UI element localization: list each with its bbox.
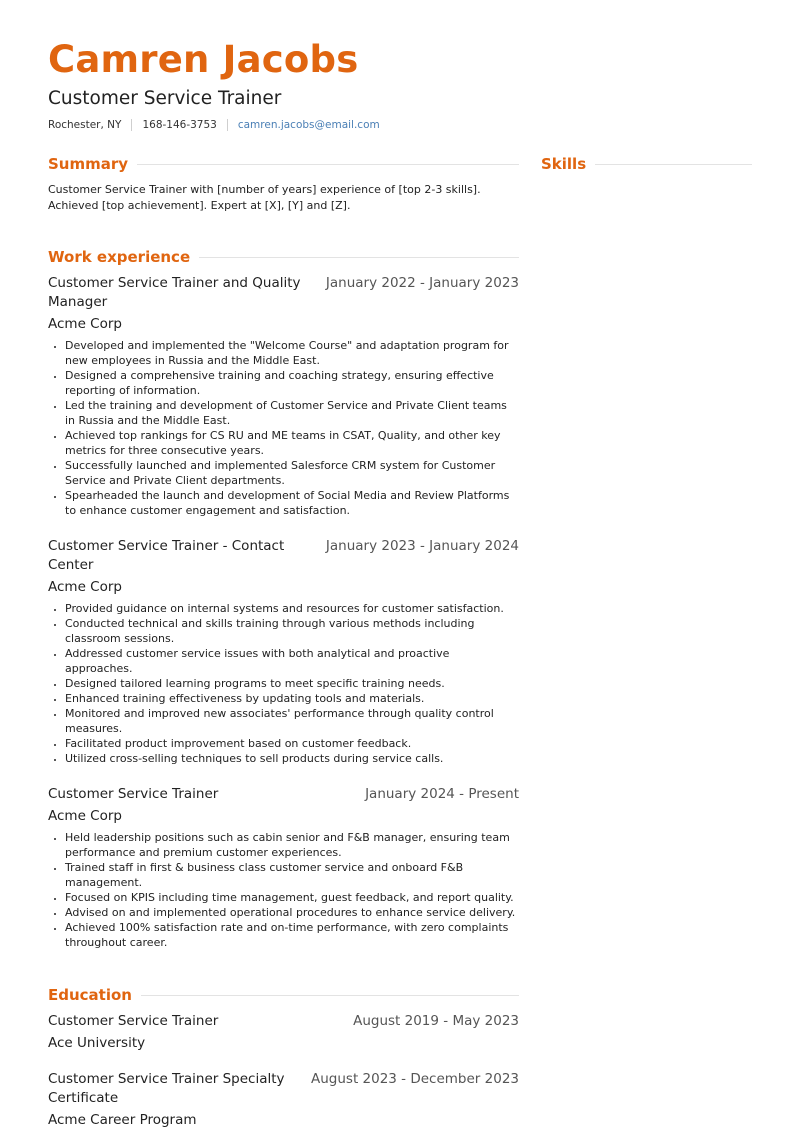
job-bullet: • Developed and implemented the "Welcome Course" and adaptation program for new employees in Russia and the Middle East. — [65, 338, 519, 368]
job-bullet: • Addressed customer service issues with both analytical and proactive approaches. — [65, 646, 519, 676]
school-name: Ace University — [48, 1035, 146, 1051]
job-company: Acme Corp — [48, 579, 122, 595]
job-bullets — [48, 830, 519, 950]
contact-divider — [131, 119, 132, 131]
job-bullet: • Provided guidance on internal systems and resources for customer satisfaction. — [65, 601, 519, 616]
candidate-name: Camren Jacobs — [48, 38, 359, 81]
job-title: Customer Service Trainer and Quality Manager — [48, 275, 301, 310]
job-bullet: • Held leadership positions such as cabin senior and F&B manager, ensuring team performance and premium customer experiences. — [65, 830, 519, 860]
summary-heading: Summary — [48, 155, 129, 173]
school-name: Acme Career Program — [48, 1112, 197, 1128]
job-bullets — [48, 601, 519, 766]
job-dates: January 2022 - January 2023 — [325, 275, 519, 291]
job-title: Customer Service Trainer - Contact Center — [48, 538, 285, 573]
section-divider — [595, 164, 752, 165]
job-bullet: • Monitored and improved new associates' performance through quality control measures. — [65, 706, 519, 736]
side-column — [541, 152, 752, 176]
job-bullet: • Focused on KPIS including time management, guest feedback, and report quality. — [65, 890, 519, 905]
main-column — [48, 152, 519, 1130]
education-entry — [48, 1012, 519, 1053]
skills-heading-row — [541, 152, 752, 176]
job-bullet: • Designed a comprehensive training and coaching strategy, ensuring effective reporting of information. — [65, 368, 519, 398]
contact-email-link[interactable]: camren.jacobs@email.com — [237, 119, 380, 131]
job-bullet: • Utilized cross-selling techniques to sell products during service calls. — [65, 751, 519, 766]
degree-title: Customer Service Trainer Specialty Certificate — [48, 1071, 285, 1106]
job-bullet: • Successfully launched and implemented Salesforce CRM system for Customer Service and Private Client departments. — [65, 458, 519, 488]
education-dates: August 2023 - December 2023 — [311, 1071, 519, 1087]
education-heading: Education — [48, 986, 132, 1004]
candidate-headline: Customer Service Trainer — [48, 88, 282, 109]
education-section — [48, 983, 519, 1130]
job-entry — [48, 537, 519, 766]
contact-line — [48, 119, 380, 131]
job-header — [48, 274, 519, 312]
contact-location: Rochester, NY — [48, 119, 122, 131]
section-divider — [199, 257, 519, 258]
job-bullet: • Achieved top rankings for CS RU and ME teams in CSAT, Quality, and other key metrics for three consecutive years. — [65, 428, 519, 458]
education-header — [48, 1012, 519, 1031]
work-heading: Work experience — [48, 248, 191, 266]
job-entry — [48, 274, 519, 518]
education-entry — [48, 1070, 519, 1130]
job-bullet: • Designed tailored learning programs to meet specific training needs. — [65, 676, 519, 691]
job-bullets — [48, 338, 519, 518]
summary-heading-row — [48, 152, 519, 176]
section-divider — [137, 164, 519, 165]
job-header — [48, 785, 519, 804]
job-entry — [48, 785, 519, 950]
job-company: Acme Corp — [48, 808, 122, 824]
job-bullet: • Enhanced training effectiveness by updating tools and materials. — [65, 691, 519, 706]
section-divider — [141, 995, 519, 996]
contact-divider — [227, 119, 228, 131]
job-dates: January 2023 - January 2024 — [325, 538, 519, 554]
work-experience-section — [48, 245, 519, 950]
education-heading-row — [48, 983, 519, 1007]
skills-heading: Skills — [541, 155, 587, 173]
job-title: Customer Service Trainer — [48, 786, 219, 802]
summary-text: Customer Service Trainer with [number of years] experience of [top 2-3 skills]. Achieved [top achievement]. Expert at [X], [Y] and [Z]. — [48, 183, 481, 212]
contact-phone: 168-146-3753 — [142, 119, 217, 131]
education-header — [48, 1070, 519, 1108]
education-dates: August 2019 - May 2023 — [353, 1013, 519, 1029]
job-bullet: • Achieved 100% satisfaction rate and on-time performance, with zero complaints throughout career. — [65, 920, 519, 950]
job-bullet: • Led the training and development of Customer Service and Private Client teams in Russia and the Middle East. — [65, 398, 519, 428]
job-bullet: • Advised on and implemented operational procedures to enhance service delivery. — [65, 905, 519, 920]
work-heading-row — [48, 245, 519, 269]
summary-section — [48, 152, 519, 214]
job-bullet: • Trained staff in first & business class customer service and onboard F&B management. — [65, 860, 519, 890]
job-dates: January 2024 - Present — [365, 786, 519, 802]
degree-title: Customer Service Trainer — [48, 1013, 219, 1029]
job-bullet: • Spearheaded the launch and development of Social Media and Review Platforms to enhance customer engagement and satisfaction. — [65, 488, 519, 518]
job-bullet: • Facilitated product improvement based on customer feedback. — [65, 736, 519, 751]
job-company: Acme Corp — [48, 316, 122, 332]
job-header — [48, 537, 519, 575]
job-bullet: • Conducted technical and skills training through various methods including classroom sessions. — [65, 616, 519, 646]
